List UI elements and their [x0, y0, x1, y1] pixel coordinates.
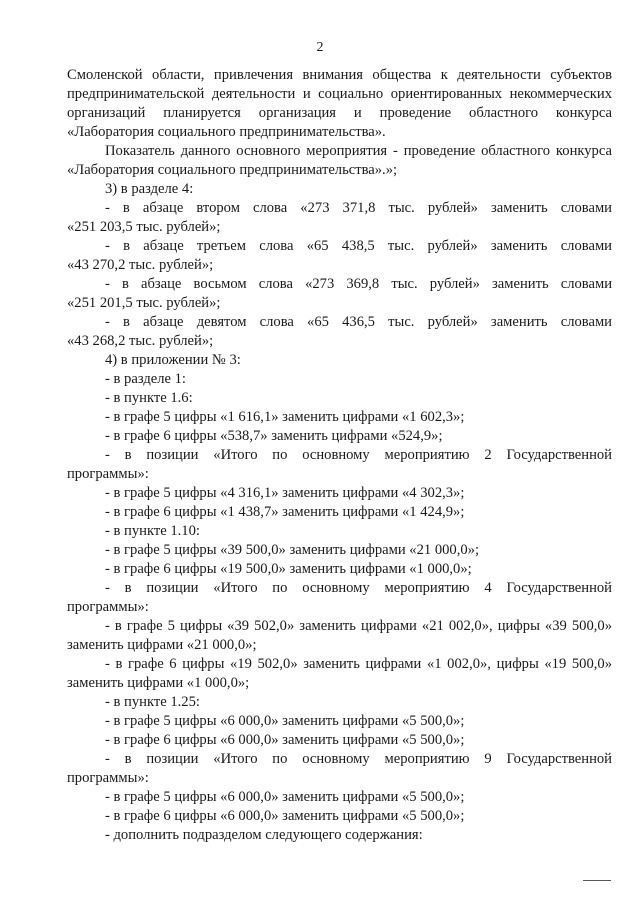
text-line: «43 270,2 тыс. рублей»; [67, 257, 214, 273]
text-line: программы»: [67, 599, 149, 615]
text-line: «251 203,5 тыс. рублей»; [67, 219, 221, 235]
document-body [67, 66, 612, 845]
scan-footer-mark [583, 880, 611, 881]
text-line: - в графе 5 цифры «39 502,0» заменить цифрами «21 002,0», цифры «39 500,0» [105, 618, 612, 634]
text-line: - в абзаце третьем слова «65 438,5 тыс. рублей» заменить словами [105, 238, 612, 254]
text-line: - в позиции «Итого по основному мероприятию 9 Государственной [105, 751, 612, 767]
text-line: - в графе 6 цифры «1 438,7» заменить цифрами «1 424,9»; [105, 504, 465, 520]
text-line: - в пункте 1.6: [105, 390, 193, 406]
text-line: заменить цифрами «21 000,0»; [67, 637, 257, 653]
text-line: Смоленской области, привлечения внимания общества к деятельности субъектов [67, 67, 612, 83]
text-line: предпринимательской деятельности и социально ориентированных некоммерческих [67, 86, 612, 102]
text-line: - в графе 5 цифры «1 616,1» заменить цифрами «1 602,3»; [105, 409, 465, 425]
text-line: - в графе 5 цифры «6 000,0» заменить цифрами «5 500,0»; [105, 789, 465, 805]
text-line: - в позиции «Итого по основному мероприятию 4 Государственной [105, 580, 612, 596]
text-line: - дополнить подразделом следующего содержания: [105, 827, 423, 843]
page-number: 2 [316, 40, 324, 55]
text-line: - в графе 6 цифры «19 500,0» заменить цифрами «1 000,0»; [105, 561, 472, 577]
text-line: «Лаборатория социального предпринимательства».»; [67, 162, 398, 178]
text-line: - в пункте 1.10: [105, 523, 200, 539]
text-line: - в графе 6 цифры «19 502,0» заменить цифрами «1 002,0», цифры «19 500,0» [105, 656, 612, 672]
text-line: 4) в приложении № 3: [105, 352, 241, 368]
text-line: организаций планируется организация и проведение областного конкурса [67, 105, 612, 121]
text-line: - в графе 6 цифры «6 000,0» заменить цифрами «5 500,0»; [105, 732, 465, 748]
text-line: программы»: [67, 466, 149, 482]
text-line: - в графе 5 цифры «6 000,0» заменить цифрами «5 500,0»; [105, 713, 465, 729]
text-line: - в графе 5 цифры «39 500,0» заменить цифрами «21 000,0»; [105, 542, 480, 558]
text-line: Показатель данного основного мероприятия - проведение областного конкурса [105, 143, 612, 159]
text-line: - в графе 6 цифры «6 000,0» заменить цифрами «5 500,0»; [105, 808, 465, 824]
text-line: «Лаборатория социального предпринимательства». [67, 124, 386, 140]
text-line: 3) в разделе 4: [105, 181, 194, 197]
text-line: «43 268,2 тыс. рублей»; [67, 333, 214, 349]
text-line: заменить цифрами «1 000,0»; [67, 675, 250, 691]
text-line: «251 201,5 тыс. рублей»; [67, 295, 221, 311]
text-line: программы»: [67, 770, 149, 786]
text-line: - в позиции «Итого по основному мероприятию 2 Государственной [105, 447, 612, 463]
text-line: - в графе 5 цифры «4 316,1» заменить цифрами «4 302,3»; [105, 485, 465, 501]
text-line: - в абзаце девятом слова «65 436,5 тыс. рублей» заменить словами [105, 314, 612, 330]
text-line: - в абзаце втором слова «273 371,8 тыс. рублей» заменить словами [105, 200, 612, 216]
text-line: - в пункте 1.25: [105, 694, 200, 710]
text-line: - в разделе 1: [105, 371, 186, 387]
text-line: - в абзаце восьмом слова «273 369,8 тыс. рублей» заменить словами [105, 276, 612, 292]
text-line: - в графе 6 цифры «538,7» заменить цифрами «524,9»; [105, 428, 443, 444]
